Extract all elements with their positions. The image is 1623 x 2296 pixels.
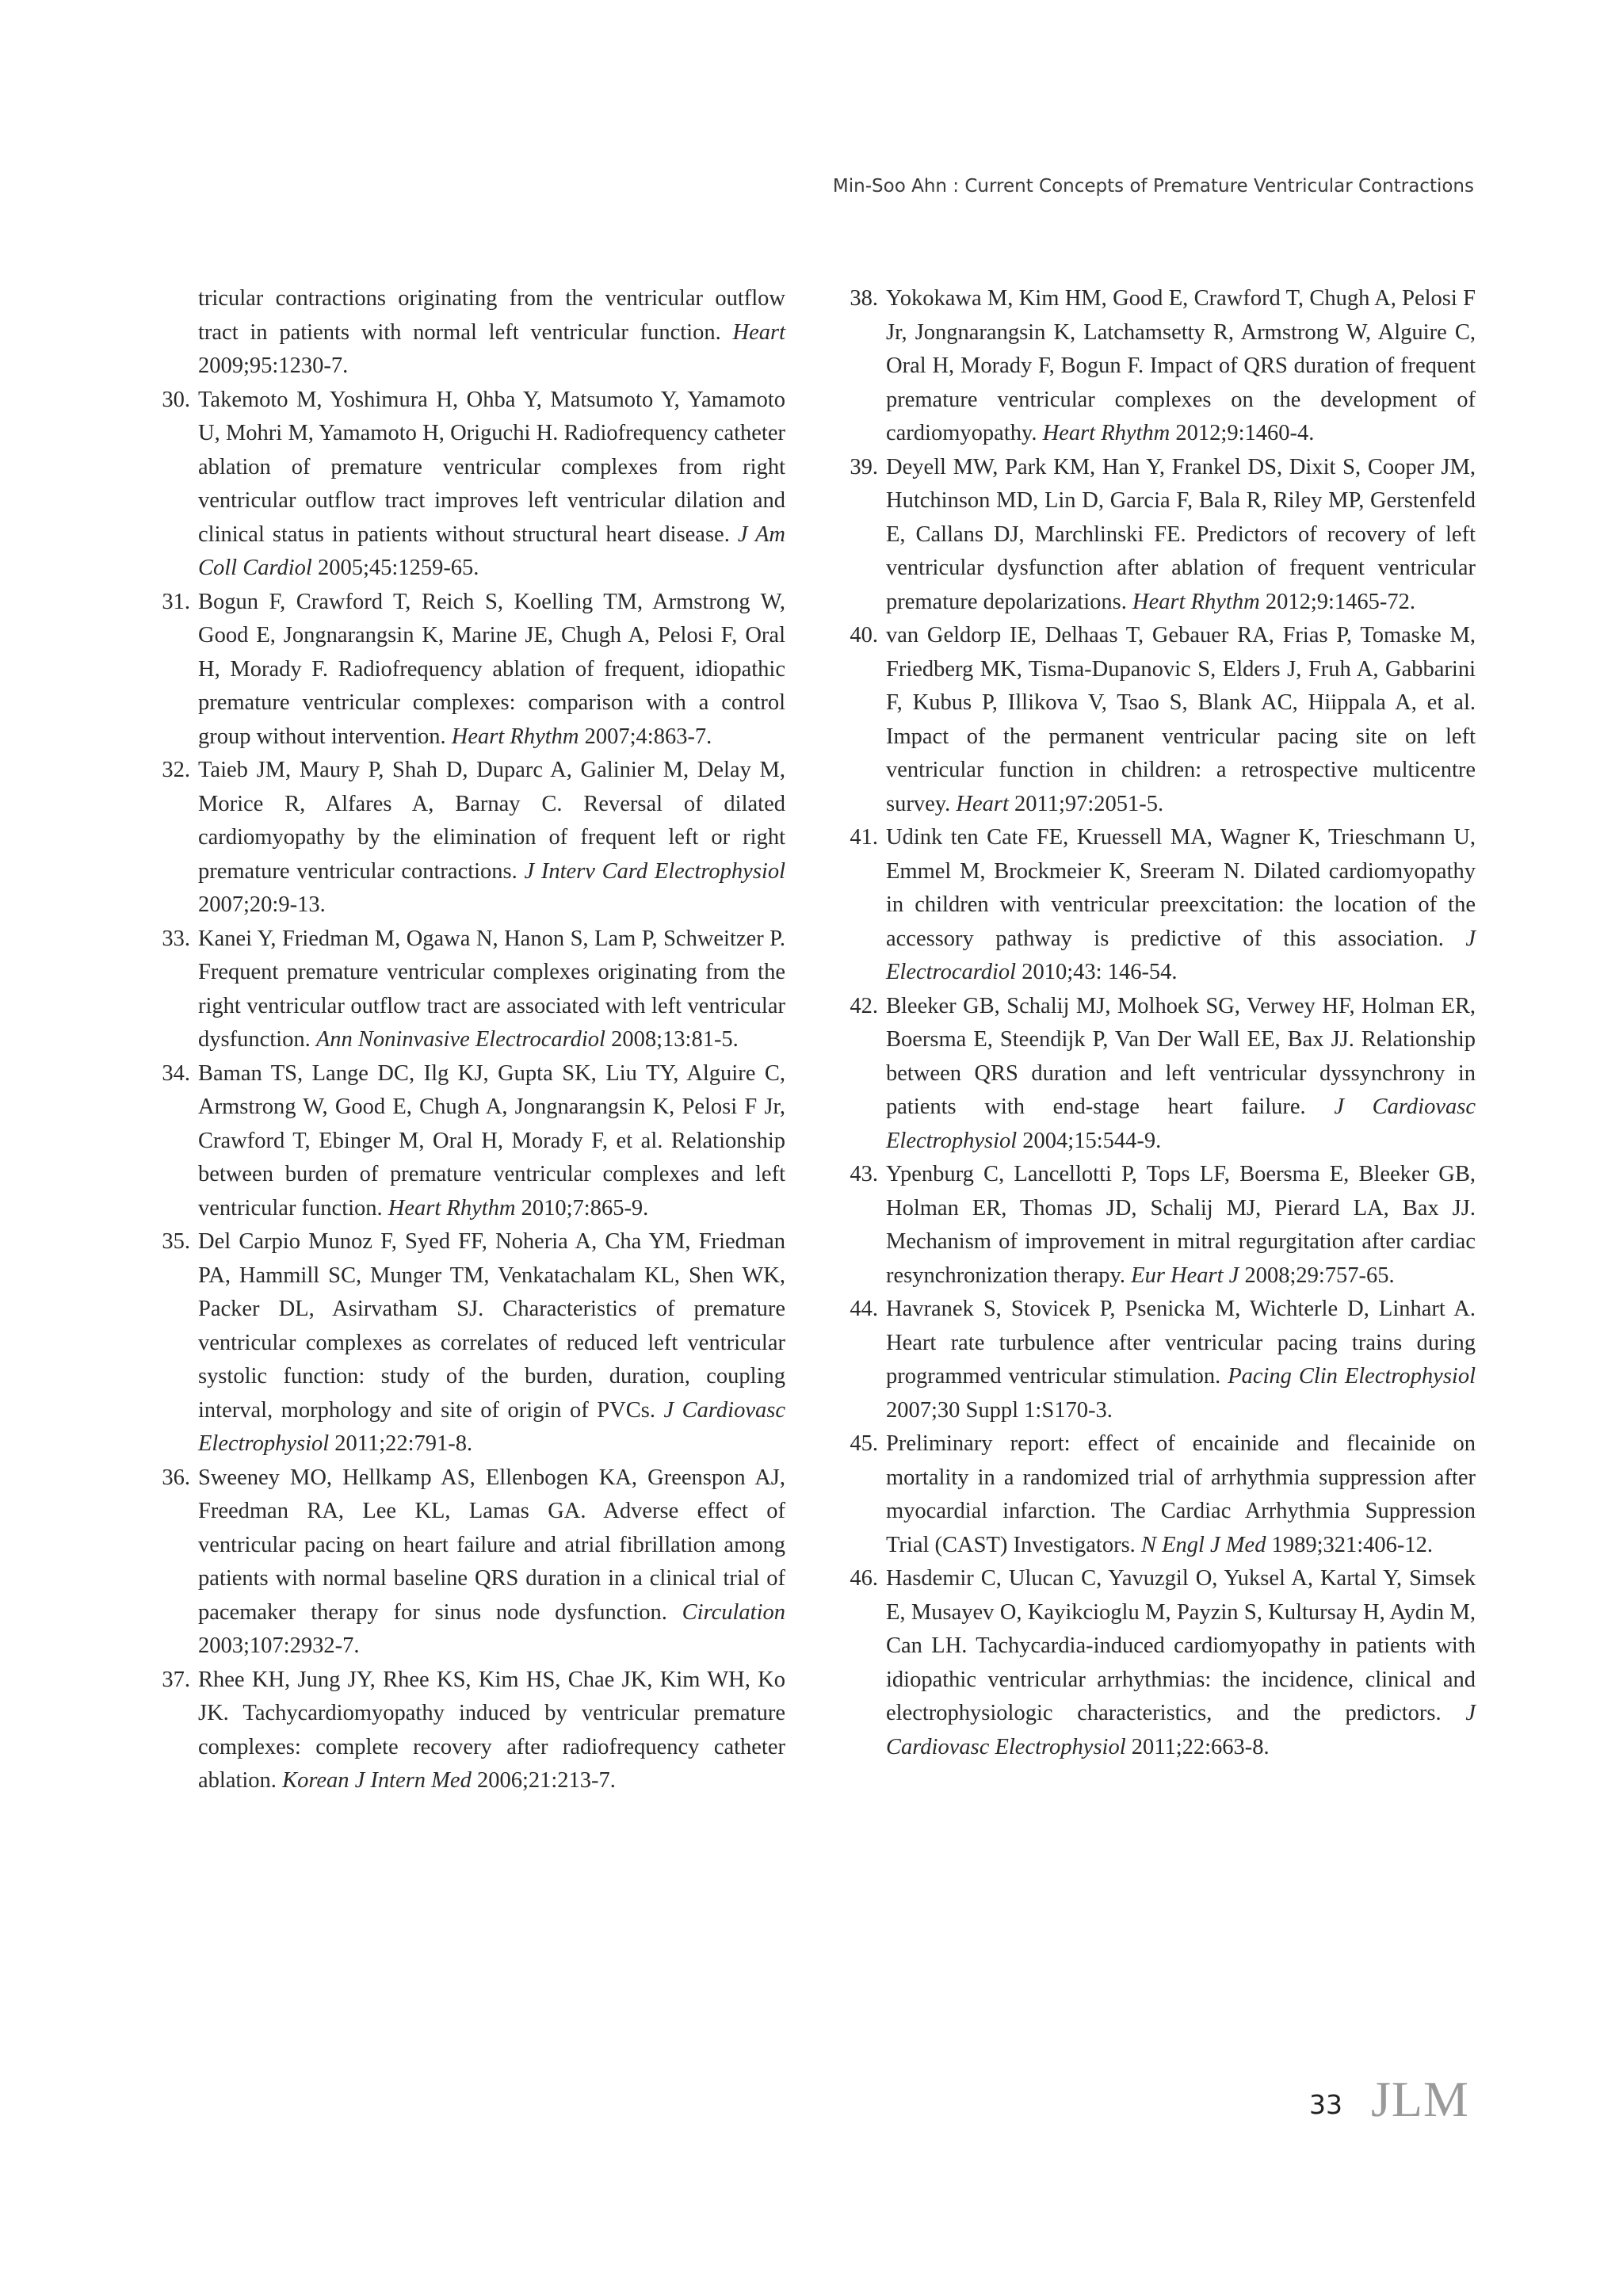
reference-item xyxy=(838,282,1476,451)
reference-journal: J Interv Card Electrophysiol xyxy=(524,858,785,884)
reference-number: 45. xyxy=(850,1431,878,1456)
reference-body: Taieb JM, Maury P, Shah D, Duparc A, Galinier M, Delay M, Morice R, Alfares A, Barnay C. Reversal of dilated cardiomyopathy by the elimination of frequent left or right premature ventricular contractions. xyxy=(198,758,785,884)
reference-item xyxy=(838,1562,1476,1764)
reference-number: 32. xyxy=(162,758,190,782)
reference-journal: Ann Noninvasive Electrocardiol xyxy=(315,1027,605,1052)
reference-citation: 2008;13:81-5. xyxy=(611,1027,739,1052)
reference-citation: 2010;7:865-9. xyxy=(521,1195,649,1221)
reference-number: 37. xyxy=(162,1667,190,1692)
reference-text xyxy=(886,451,1476,620)
reference-text xyxy=(886,821,1476,990)
reference-citation: 1989;321:406-12. xyxy=(1271,1532,1434,1557)
reference-text xyxy=(886,619,1476,821)
reference-number: 44. xyxy=(850,1297,878,1321)
reference-text xyxy=(198,384,785,586)
reference-text xyxy=(886,990,1476,1159)
reference-item xyxy=(838,1427,1476,1562)
reference-item xyxy=(838,990,1476,1159)
reference-item xyxy=(838,1158,1476,1293)
reference-body: Yokokawa M, Kim HM, Good E, Crawford T, Chugh A, Pelosi F Jr, Jongnarangsin K, Latchamsetty R, Armstrong W, Alguire C, Oral H, Morady F, Bogun F. Impact of QRS duration of frequent premature ventricular complexes on the development of cardiomyopathy. xyxy=(886,286,1476,445)
reference-item xyxy=(151,586,785,755)
reference-item xyxy=(838,1293,1476,1427)
reference-item xyxy=(838,619,1476,821)
reference-citation: 2010;43: 146-54. xyxy=(1022,960,1178,984)
reference-citation: 2003;107:2932-7. xyxy=(198,1633,360,1658)
reference-body: Sweeney MO, Hellkamp AS, Ellenbogen KA, Greenspon AJ, Freedman RA, Lee KL, Lamas GA. Adverse effect of ventricular pacing on heart failure and atrial fibrillation among patients with normal baseline QRS duration in a clinical trial of pacemaker therapy for sinus node dysfunction. xyxy=(198,1465,785,1625)
reference-journal: Circulation xyxy=(682,1599,786,1625)
reference-number: 41. xyxy=(850,825,878,850)
reference-citation: 2006;21:213-7. xyxy=(476,1768,616,1793)
reference-journal: Heart Rhythm xyxy=(1042,421,1170,445)
reference-body: Udink ten Cate FE, Kruessell MA, Wagner K, Trieschmann U, Emmel M, Brockmeier K, Sreeram N. Dilated cardiomyopathy in children with ventricular preexcitation: the location of the accessory pathway is predictive of this association. xyxy=(886,825,1476,951)
reference-journal: Heart Rhythm xyxy=(451,724,579,749)
reference-text xyxy=(198,1664,785,1798)
reference-body: Havranek S, Stovicek P, Psenicka M, Wichterle D, Linhart A. Heart rate turbulence after ventricular pacing trains during programmed ventricular stimulation. xyxy=(886,1297,1476,1389)
reference-citation: 2009;95:1230-7. xyxy=(198,353,349,378)
reference-text xyxy=(886,1562,1476,1764)
reference-item xyxy=(151,1664,785,1798)
reference-body: Deyell MW, Park KM, Han Y, Frankel DS, Dixit S, Cooper JM, Hutchinson MD, Lin D, Garcia F, Bala R, Riley MP, Gerstenfeld E, Callans DJ, Marchlinski FE. Predictors of recovery of left ventricular dysfunction after ablation of frequent ventricular premature depolarizations. xyxy=(886,454,1476,614)
reference-number: 35. xyxy=(162,1229,190,1254)
reference-item xyxy=(151,384,785,586)
reference-citation: 2008;29:757-65. xyxy=(1244,1263,1395,1288)
reference-text xyxy=(198,1461,785,1664)
reference-item xyxy=(151,923,785,1057)
reference-body: tricular contractions originating from the ventricular outflow tract in patients with normal left ventricular function. xyxy=(198,286,785,345)
reference-text xyxy=(886,282,1476,451)
reference-citation: 2007;30 Suppl 1:S170-3. xyxy=(886,1397,1113,1423)
reference-body: Bogun F, Crawford T, Reich S, Koelling TM, Armstrong W, Good E, Jongnarangsin K, Marine JE, Chugh A, Pelosi F, Oral H, Morady F. Radiofrequency ablation of frequent, idiopathic premature ventricular complexes: comparison with a control group without intervention. xyxy=(198,589,785,749)
reference-citation: 2012;9:1460-4. xyxy=(1175,421,1315,445)
reference-text xyxy=(886,1158,1476,1293)
reference-text xyxy=(198,586,785,755)
reference-number: 38. xyxy=(850,286,878,311)
reference-body: Del Carpio Munoz F, Syed FF, Noheria A, Cha YM, Friedman PA, Hammill SC, Munger TM, Venkatachalam KL, Shen WK, Packer DL, Asirvatham SJ. Characteristics of premature ventricular complexes as correlates of reduced left ventricular systolic function: study of the burden, duration, coupling interval, morphology and site of origin of PVCs. xyxy=(198,1229,785,1423)
reference-body: van Geldorp IE, Delhaas T, Gebauer RA, Frias P, Tomaske M, Friedberg MK, Tisma-Dupanovic S, Elders J, Fruh A, Gabbarini F, Kubus P, Illikova V, Tsao S, Blank AC, Hiippala A, et al. Impact of the permanent ventricular pacing site on left ventricular function in children: a retrospective multicentre survey. xyxy=(886,623,1476,816)
reference-citation: 2004;15:544-9. xyxy=(1022,1128,1162,1153)
reference-citation: 2005;45:1259-65. xyxy=(317,556,479,580)
reference-journal: J Cardiovasc Electrophysiol xyxy=(886,1701,1476,1759)
reference-text xyxy=(198,1057,785,1226)
reference-body: Ypenburg C, Lancellotti P, Tops LF, Boersma E, Bleeker GB, Holman ER, Thomas JD, Schalij MJ, Pierard LA, Bax JJ. Mechanism of improvement in mitral regurgitation after cardiac resynchronization therapy. xyxy=(886,1162,1476,1288)
reference-body: Takemoto M, Yoshimura H, Ohba Y, Matsumoto Y, Yamamoto U, Mohri M, Yamamoto H, Origuchi H. Radiofrequency catheter ablation of premature ventricular complexes from right ventricular outflow tract improves left ventricular dilation and clinical status in patients without structural heart disease. xyxy=(198,387,785,547)
reference-item xyxy=(151,1225,785,1461)
reference-citation: 2011;97:2051-5. xyxy=(1014,791,1164,816)
reference-journal: J Cardiovasc Electrophysiol xyxy=(886,1095,1476,1153)
reference-number: 36. xyxy=(162,1465,190,1490)
reference-number: 33. xyxy=(162,926,190,951)
reference-column-left xyxy=(151,282,785,1798)
reference-body: Kanei Y, Friedman M, Ogawa N, Hanon S, Lam P, Schweitzer P. Frequent premature ventricular complexes originating from the right ventricular outflow tract are associated with left ventricular dysfunction. xyxy=(198,926,785,1052)
reference-journal: Pacing Clin Electrophysiol xyxy=(1228,1364,1476,1389)
reference-number: 34. xyxy=(162,1060,190,1086)
reference-item xyxy=(151,754,785,923)
reference-journal: J Electrocardiol xyxy=(886,926,1476,984)
reference-journal: J Am Coll Cardiol xyxy=(198,521,786,580)
reference-item xyxy=(151,282,785,384)
reference-number: 31. xyxy=(162,589,190,614)
reference-number: 30. xyxy=(162,387,190,412)
reference-item xyxy=(838,821,1476,990)
reference-item xyxy=(838,451,1476,620)
reference-journal: Eur Heart J xyxy=(1131,1263,1239,1288)
reference-number: 42. xyxy=(850,993,878,1018)
reference-journal: J Cardiovasc Electrophysiol xyxy=(198,1397,785,1456)
reference-text xyxy=(198,1225,785,1461)
reference-citation: 2012;9:1465-72. xyxy=(1265,589,1416,614)
reference-journal: Heart xyxy=(732,319,786,345)
reference-body: Bleeker GB, Schalij MJ, Molhoek SG, Verwey HF, Holman ER, Boersma E, Steendijk P, Van Der Wall EE, Bax JJ. Relationship between QRS duration and left ventricular dyssynchrony in patients with end-stage heart failure. xyxy=(886,993,1476,1119)
reference-journal: Korean J Intern Med xyxy=(282,1768,472,1793)
reference-citation: 2007;20:9-13. xyxy=(198,892,326,917)
reference-item xyxy=(151,1057,785,1226)
reference-journal: Heart Rhythm xyxy=(1132,589,1260,614)
reference-body: Hasdemir C, Ulucan C, Yavuzgil O, Yuksel A, Kartal Y, Simsek E, Musayev O, Kayikcioglu M, Payzin S, Kultursay H, Aydin M, Can LH. Tachycardia-induced cardiomyopathy in patients with idiopathic ventricular arrhythmias: the incidence, clinical and electrophysiologic characteristics, and the predictors. xyxy=(886,1566,1476,1725)
reference-journal: Heart Rhythm xyxy=(388,1195,516,1221)
reference-number: 46. xyxy=(850,1566,878,1591)
reference-text xyxy=(198,282,785,384)
reference-body: Preliminary report: effect of encainide and flecainide on mortality in a randomized trial of arrhythmia suppression after myocardial infarction. The Cardiac Arrhythmia Suppression Trial (CAST) Investigators. xyxy=(886,1431,1476,1557)
reference-text xyxy=(886,1293,1476,1427)
reference-journal: Heart xyxy=(956,791,1009,816)
reference-number: 40. xyxy=(850,623,878,648)
reference-number: 39. xyxy=(850,454,878,479)
reference-text xyxy=(886,1427,1476,1562)
running-header: Min-Soo Ahn : Current Concepts of Premature Ventricular Contractions xyxy=(832,176,1474,197)
journal-logo: JLM xyxy=(1371,2071,1469,2127)
reference-column-right xyxy=(838,282,1476,1764)
reference-journal: N Engl J Med xyxy=(1140,1532,1266,1557)
reference-citation: 2011;22:791-8. xyxy=(334,1431,473,1456)
reference-citation: 2011;22:663-8. xyxy=(1131,1734,1270,1759)
reference-citation: 2007;4:863-7. xyxy=(584,724,712,749)
reference-text xyxy=(198,923,785,1057)
reference-body: Baman TS, Lange DC, Ilg KJ, Gupta SK, Liu TY, Alguire C, Armstrong W, Good E, Chugh A, Jongnarangsin K, Pelosi F Jr, Crawford T, Ebinger M, Oral H, Morady F, et al. Relationship between burden of premature ventricular complexes and left ventricular function. xyxy=(198,1060,785,1221)
reference-number: 43. xyxy=(850,1162,878,1186)
reference-body: Rhee KH, Jung JY, Rhee KS, Kim HS, Chae JK, Kim WH, Ko JK. Tachycardiomyopathy induced by ventricular premature complexes: complete recovery after radiofrequency catheter ablation. xyxy=(198,1667,785,1793)
reference-item xyxy=(151,1461,785,1664)
page-number: 33 xyxy=(1309,2089,1342,2120)
reference-text xyxy=(198,754,785,923)
